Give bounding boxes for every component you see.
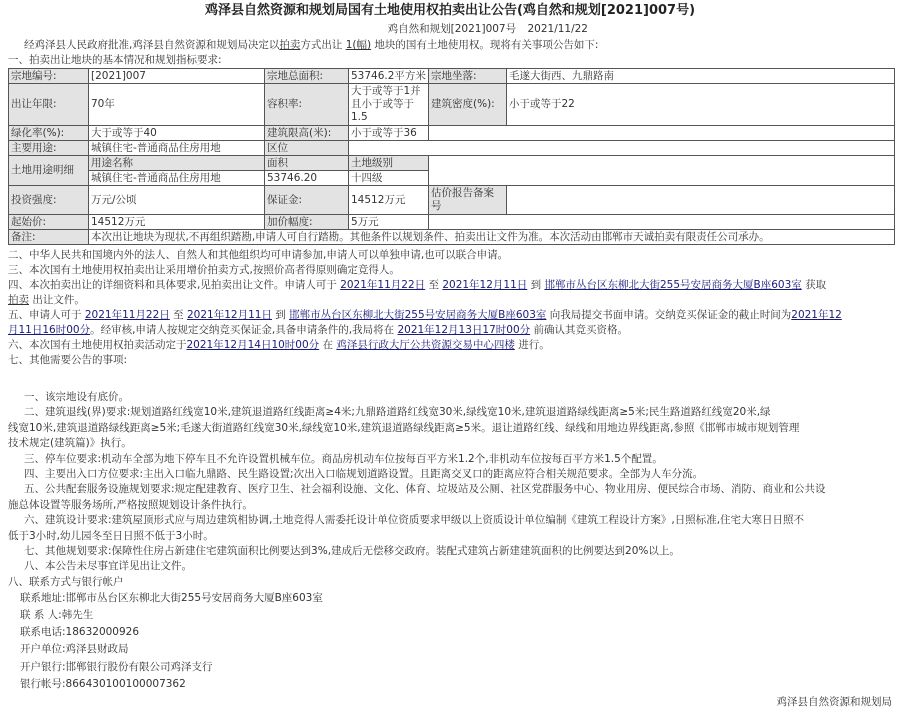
section-5-cont: 月11日16时00分。经审核,申请人按规定交纳竞买保证金,具备申请条件的,我局将在 2021年12月13日17时00分 前确认其竞买资格。 xyxy=(8,324,628,336)
date-link[interactable]: 2021年12月14日10时00分 xyxy=(186,339,320,351)
table-row: 土地用途明细 用途名称 面积 土地级别 xyxy=(9,156,895,171)
doc-meta xyxy=(0,22,900,38)
issuer-signature: 鸡泽县自然资源和规划局 xyxy=(776,696,892,708)
date-link[interactable]: 2021年11月22日 xyxy=(84,309,170,321)
section-1-heading: 一、拍卖出让地块的基本情况和规划指标要求: xyxy=(8,54,222,66)
section-6: 六、本次国有土地使用权拍卖活动定于2021年12月14日10时00分 在 鸡泽县行政大厅公共资源交易中心四楼 进行。 xyxy=(8,339,550,351)
table-row: 主要用途: 城镇住宅-普通商品住房用地 区位 xyxy=(9,141,895,156)
page-title: 鸡泽县自然资源和规划局国有土地使用权拍卖出让公告(鸡自然和规划[2021]007号) xyxy=(204,3,696,18)
date-link[interactable]: 2021年12月11日 xyxy=(186,309,272,321)
address-link[interactable]: 鸡泽县行政大厅公共资源交易中心四楼 xyxy=(336,339,515,351)
land-parcel-table xyxy=(8,68,895,245)
section-2: 二、中华人民共和国境内外的法人、自然人和其他组织均可申请参加,申请人可以单独申请,也可以联合申请。 xyxy=(8,249,509,261)
section-3: 三、本次国有土地使用权拍卖出让采用增价拍卖方式,按照价高者得原则确定竞得人。 xyxy=(8,264,400,276)
table-row: 出让年限: 70年 容积率: 大于或等于1并且小于或等于1.5 建筑密度(%): 小于或等于22 xyxy=(9,84,895,126)
section-8: 八、联系方式与银行帐户 xyxy=(8,575,124,588)
date-link[interactable]: 2021年12 xyxy=(791,309,842,321)
table-row: 起始价: 14512万元 加价幅度: 5万元 xyxy=(9,215,895,230)
address-link[interactable]: 邯郸市丛台区东柳北大街255号安居商务大厦B座603室 xyxy=(544,279,802,291)
table-row: 宗地编号: [2021]007 宗地总面积: 53746.2平方米 宗地坐落: 毛遂大街西、九鼎路南 xyxy=(9,69,895,84)
address-link[interactable]: 邯郸市丛台区东柳北大街255号安居商务大厦B座603室 xyxy=(289,309,547,321)
doc-date: 2021/11/22 xyxy=(527,23,588,35)
date-link[interactable]: 2021年12月11日 xyxy=(442,279,528,291)
section-4: 四、本次拍卖出让的详细资料和具体要求,见拍卖出让文件。申请人可于 2021年11月22日 至 2021年12月11日 到 邯郸市丛台区东柳北大街255号安居商务大厦B座603室 获取 xyxy=(8,279,827,291)
contact-info: 联系地址:邯郸市丛台区东柳北大街255号安居商务大厦B座603室 联 系 人:韩先生 联系电话:18632000926 开户单位:鸡泽县财政局 开户银行:邯郸银行股份有限公司鸡泽支行 银行帐号:866430100100007362 xyxy=(20,591,323,690)
date-link[interactable]: 2021年11月22日 xyxy=(340,279,426,291)
section-4-cont: 拍卖 出让文件。 xyxy=(8,294,85,306)
intro-paragraph: 经鸡泽县人民政府批准,鸡泽县自然资源和规划局决定以拍卖方式出让 1(幅) 地块的国有土地使用权。现将有关事项公告如下: xyxy=(24,39,599,51)
doc-number: 鸡自然和规划[2021]007号 xyxy=(387,23,517,35)
table-row: 备注: 本次出让地块为现状,不再组织踏勘,申请人可自行踏勘。其他条件以规划条件、拍卖出让文件为准。本次活动由邯郸市天诚拍卖有限责任公司承办。 xyxy=(9,230,895,245)
table-row: 投资强度: 万元/公顷 保证金: 14512万元 估价报告备案号 xyxy=(9,186,895,215)
section-5: 五、申请人可于 2021年11月22日 至 2021年12月11日 到 邯郸市丛台区东柳北大街255号安居商务大厦B座603室 向我局提交书面申请。交纳竞买保证金的截止时间为2021年12 xyxy=(8,309,842,321)
table-row: 城镇住宅-普通商品住房用地 53746.20 十四级 xyxy=(9,171,895,186)
section-7: 七、其他需要公告的事项: xyxy=(8,354,128,366)
other-items: 一、该宗地设有底价。 二、建筑退线(界)要求:规划道路红线宽10米,建筑退道路红线距离≥4米;九鼎路道路红线宽30米,绿线宽10米,建筑退道路绿线距离≥5米;民生路道路红线宽20米,绿 线宽10米,建筑退道路绿线距离≥5米;毛遂大街道路红线宽30米,绿线宽10米,建筑退道路绿线距离≥5米。退让道路红线、绿线和用地边界线距离,参照《邯郸市城市规划管理 技术规定(建筑篇)》执行。 三、停车位要求:机动车全部为地下停车且不允许设置机械车位。商品房机动车位按每百平方米1.2个,非机动车位按每百平方米1.5个配置。 四、主要出入口方位要求:主出入口临九鼎路、民生路设置;次出入口临规划道路设置。且距离交叉口的距离应符合相关规范要求。全部为人车分流。 五、公共配套服务设施规划要求:规定配建教育、医疗卫生、社会福利设施、文化、体育、垃圾站及公厕、社区党群服务中心、物业用房、便民综合市场、消防、商业和公共设 施总体设置等服务场所,严格按照规划设计条件执行。 六、建筑设计要求:建筑屋顶形式应与周边建筑相协调,土地竞得人需委托设计单位资质要求甲级以上资质设计单位编制《建筑工程设计方案》,日照标准,住宅大寒日日照不 低于3小时,幼儿园冬至日日照不低于3小时。 七、其他规划要求:保障性住房占新建住宅建筑面积比例要达到3%,建成后无偿移交政府。装配式建筑占新建建筑面积的比例要达到20%以上。 八、本公告未尽事宜详见出让文件。 xyxy=(8,391,826,573)
date-link[interactable]: 2021年12月13日17时00分 xyxy=(397,324,531,336)
table-row: 绿化率(%): 大于或等于40 建筑限高(米): 小于或等于36 xyxy=(9,126,895,141)
date-link[interactable]: 月11日16时00分 xyxy=(8,324,91,336)
